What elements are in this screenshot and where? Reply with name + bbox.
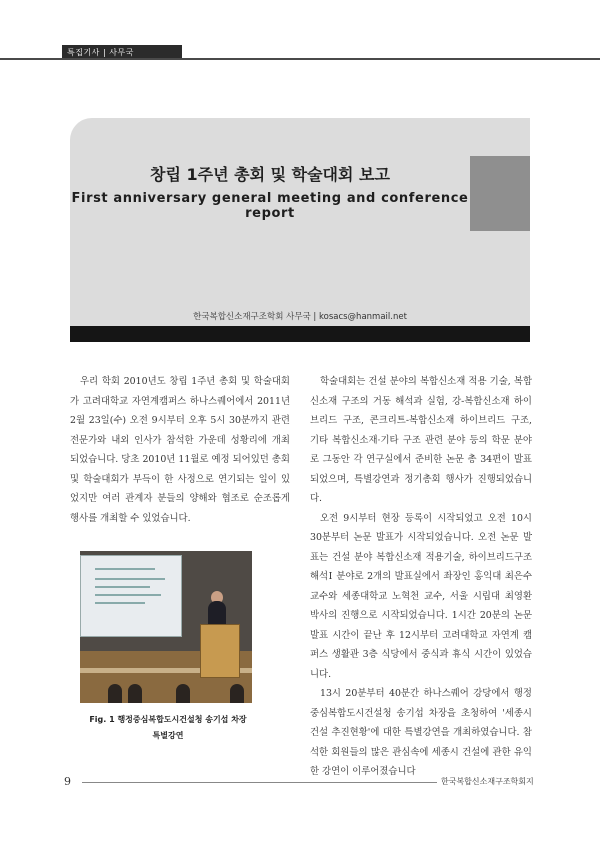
body-paragraph: 학술대회는 건설 분야의 복합신소재 적용 기술, 복합신소재 구조의 거동 해석과 실험, 강-복합신소재 하이브리드 구조, 콘크리트-복합신소재 하이브리드 구조, 기타 복합신소재·기타 구조 관련 분야 등의 학문 분야로 그동안 각 연구실에서 준비한 논문 총 34편이 발표되었으며, 특별강연과 정기총회 행사가 진행되었습니다. xyxy=(310,376,532,504)
audience-heads xyxy=(80,684,252,703)
caption-line-2: 특별강연 xyxy=(152,731,184,740)
body-paragraph: 오전 9시부터 현장 등록이 시작되었고 오전 10시 30분부터 논문 발표가 시작되었습니다. 오전 논문 발표는 건설 분야 복합신소재 적용기술, 하이브리드구조 해석Ⅰ 분야로 2개의 발표실에서 좌장인 홍익대 최은수 교수와 세종대학교 노혁천 교수, 서울 시립대 최영환 박사의 진행으로 시작되었습니다. 1시간 20분의 논문 발표 시간이 끝난 후 12시부터 고려대학교 자연계 캠퍼스 생활관 3층 식당에서 중식과 휴식 시간이 있었습니다. xyxy=(310,512,532,680)
publication-name: 한국복합신소재구조학회지 xyxy=(441,777,534,786)
body-paragraph: 13시 20분부터 40분간 하나스퀘어 강당에서 행정중심복합도시건설청 송기섭 차장을 초청하여 '세종시 건설 추진현황'에 대한 특별강연을 개최하였습니다. 참석한 회원들의 많은 관심속에 세종시 건설에 관한 유익한 강연이 이루어졌습니다 xyxy=(310,688,532,777)
event-photo xyxy=(80,551,252,703)
body-paragraph: 우리 학회 2010년도 창립 1주년 총회 및 학술대회가 고려대학교 자연계캠퍼스 하나스퀘어에서 2011년 2월 23일(수) 오전 9시부터 오후 5시 30분까지 관련 전문가와 내외 인사가 참석한 가운데 성황리에 개최 되었습니다. 당초 2010년 11월로 예정 되어있던 총회 및 학술대회가 부득이 한 사정으로 연기되는 일이 있었지만 여러 관계자 분들의 양해와 협조로 순조롭게 행사를 개최할 수 있었습니다. xyxy=(70,376,290,524)
podium xyxy=(200,624,240,678)
title-box xyxy=(70,118,530,326)
header-rule xyxy=(0,58,600,60)
section-label: 특집기사 | 사무국 xyxy=(62,45,182,60)
title-korean: 창립 1주년 총회 및 학술대회 보고 xyxy=(150,165,390,184)
footer-rule xyxy=(82,782,437,783)
author-byline: 한국복합신소재구조학회 사무국 | kosacs@hanmail.net xyxy=(193,312,407,322)
title-english: First anniversary general meeting and conference report xyxy=(71,191,469,221)
title-underbar xyxy=(70,326,530,342)
page-number: 9 xyxy=(64,775,71,788)
projection-screen xyxy=(80,555,182,637)
figure-caption xyxy=(68,712,268,744)
left-column xyxy=(70,372,290,528)
right-column xyxy=(310,372,532,782)
caption-line-1: Fig. 1 행정중심복합도시건설청 송기섭 차장 xyxy=(89,715,247,724)
title-accent-block xyxy=(470,156,530,231)
